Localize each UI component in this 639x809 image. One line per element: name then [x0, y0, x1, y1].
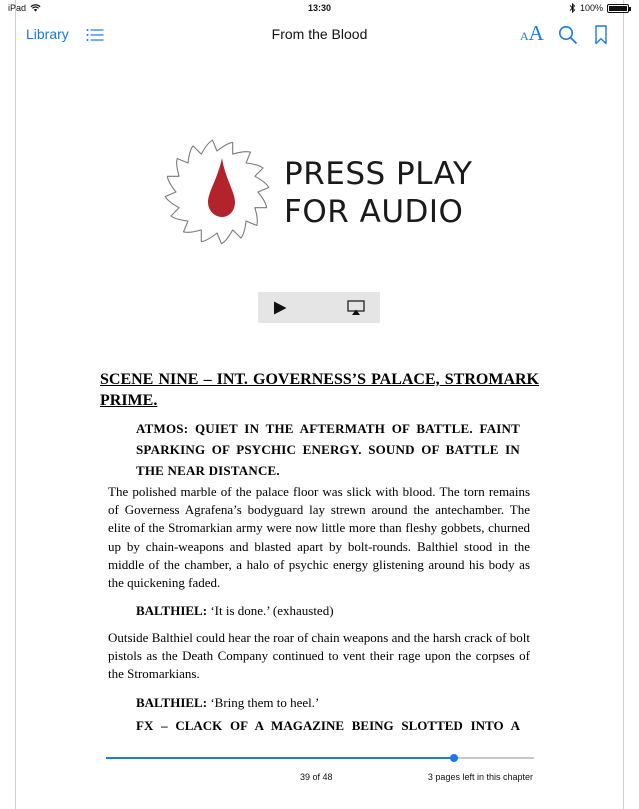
logo-text-line1: PRESS PLAY	[284, 156, 473, 192]
page-count: 39 of 48	[300, 772, 333, 782]
status-time: 13:30	[307, 3, 332, 13]
paragraph: The polished marble of the palace floor was slick with blood. The torn remains of Governess Agrafena’s bodyguard lay strewn around the antechamber. The elite of the Stromarkian army were now little more than fleshy gobbets, churned up by chain-weapons and blasted apart by bolt-rounds. Balthiel stood in the middle of the chamber, a halo of psychic energy glistening around his body as the quickening faded.	[108, 484, 530, 591]
airplay-icon[interactable]	[347, 300, 365, 316]
font-size-big-label: A	[528, 21, 544, 45]
saw-blade-logo-icon	[163, 136, 271, 248]
audio-player	[258, 292, 380, 323]
library-button[interactable]: Library	[26, 26, 69, 42]
status-right	[569, 3, 629, 13]
device-label: iPad	[8, 3, 27, 13]
speaker-name: BALTHIEL:	[136, 603, 208, 618]
font-size-button[interactable]	[520, 21, 544, 46]
dialogue-line	[136, 603, 334, 619]
page-progress-slider[interactable]	[106, 757, 534, 759]
pages-left-in-chapter: 3 pages left in this chapter	[427, 772, 533, 782]
battery-level	[609, 6, 627, 11]
dialogue-line	[136, 695, 319, 711]
press-play-logo-text	[284, 155, 472, 231]
page-edge-left	[15, 0, 16, 809]
fx-direction: FX – CLACK OF A MAGAZINE BEING SLOTTED INTO A	[136, 718, 520, 733]
speaker-name: BALTHIEL:	[136, 695, 208, 710]
status-bar	[0, 0, 639, 18]
dialogue-text: ‘It is done.’ (exhausted)	[207, 603, 334, 618]
paragraph: Outside Balthiel could hear the roar of chain weapons and the harsh crack of bolt pistols as the Death Company continued to vent their rage upon the corpses of the Stromarkians.	[108, 630, 530, 682]
bluetooth-icon	[569, 3, 576, 13]
page-edge-right	[623, 0, 624, 809]
progress-knob[interactable]	[450, 754, 458, 762]
logo-text-line2: FOR AUDIO	[284, 194, 464, 230]
book-title: From the Blood	[271, 26, 368, 42]
bookmark-icon[interactable]	[594, 25, 608, 45]
play-icon[interactable]	[272, 300, 288, 316]
battery-percent: 100%	[579, 3, 603, 13]
progress-fill	[106, 757, 454, 759]
dialogue-text: ‘Bring them to heel.’	[207, 695, 320, 710]
battery-icon	[607, 4, 629, 13]
atmos-direction: ATMOS: QUIET IN THE AFTERMATH OF BATTLE. FAINT SPARKING OF PSYCHIC ENERGY. SOUND OF BATTLE IN THE NEAR DISTANCE.	[136, 421, 520, 478]
search-icon[interactable]	[558, 25, 578, 45]
font-size-small-label: A	[520, 29, 529, 43]
scene-heading: SCENE NINE – INT. GOVERNESS’S PALACE, STROMARK PRIME.	[100, 371, 539, 409]
nav-bar	[0, 20, 639, 50]
